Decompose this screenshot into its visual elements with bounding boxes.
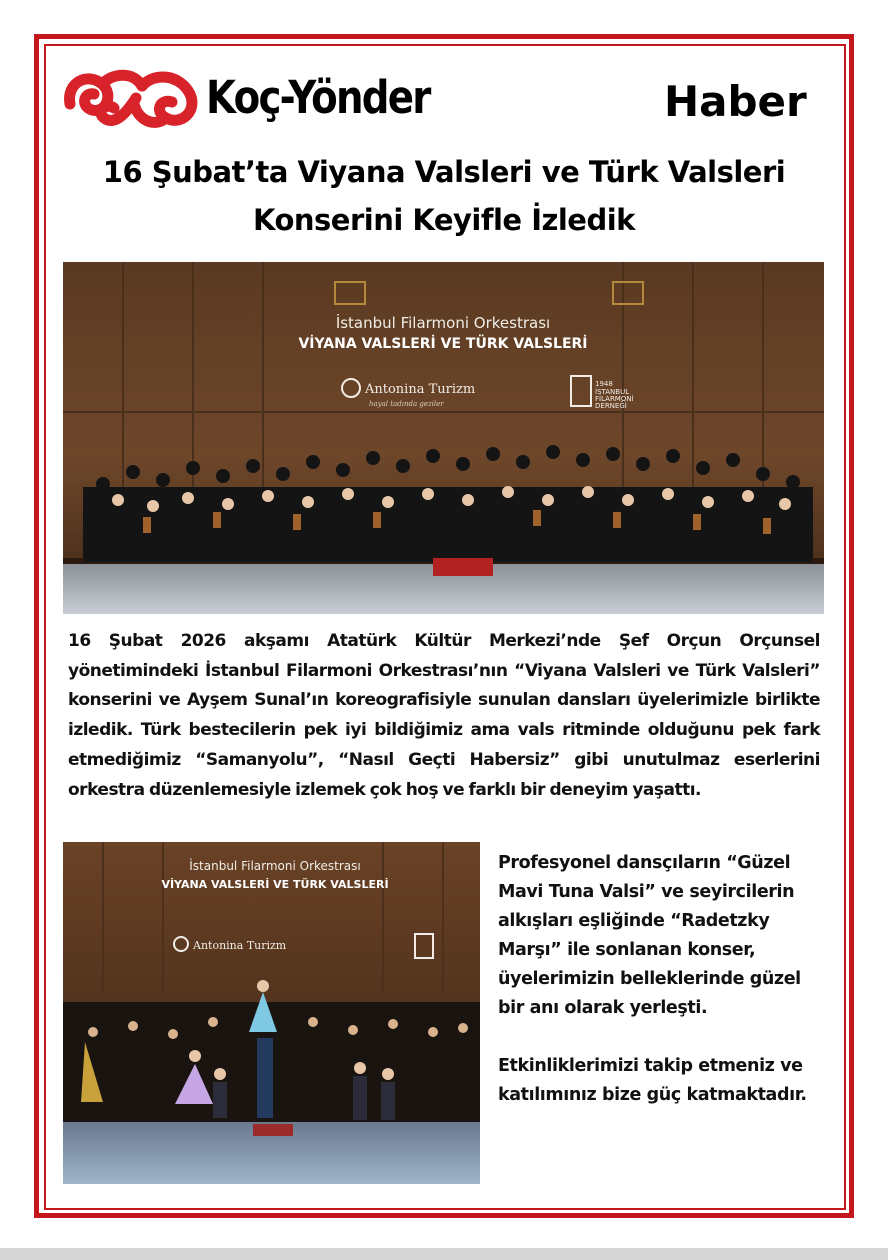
article-side-text: [498, 849, 828, 1110]
article-title-line1: 16 Şubat’ta Viyana Valsleri ve Türk Valsleri: [102, 155, 786, 189]
koc-yonder-logo-icon: [62, 64, 202, 132]
backdrop2-concert-name: VİYANA VALSLERİ VE TÜRK VALSLERİ: [161, 878, 389, 891]
backdrop2-orchestra-name: İstanbul Filarmoni Orkestrası: [189, 859, 361, 873]
side-paragraph-2: Etkinliklerimizi takip etmeniz ve katılımınız bize güç katmaktadır.: [498, 1056, 807, 1105]
section-label: Haber: [664, 77, 807, 126]
backdrop-association-line2: FİLARMONİ: [595, 395, 634, 403]
backdrop-sponsor: Antonina Turizm: [365, 382, 476, 397]
side-paragraph-1: Profesyonel dansçıların “Güzel Mavi Tuna Valsi” ve seyircilerin alkışları eşliğinde “Radetzky Marşı” ile sonlanan konser, üyelerimizin belleklerinde güzel bir anı olarak yerleşti.: [498, 853, 801, 1018]
orchestra-photo: [63, 262, 824, 614]
backdrop-concert-name: VİYANA VALSLERİ VE TÜRK VALSLERİ: [298, 336, 588, 352]
backdrop-association-line1: İSTANBUL: [595, 388, 630, 396]
backdrop-orchestra-name: İstanbul Filarmoni Orkestrası: [335, 314, 551, 332]
page-bottom-strip: [0, 1248, 888, 1260]
backdrop-association-year: 1948: [595, 380, 613, 388]
article-title-line2: Konserini Keyifle İzledik: [253, 203, 635, 237]
article-body: 16 Şubat 2026 akşamı Atatürk Kültür Merkezi’nde Şef Orçun Orçunsel yönetimindeki İstanbul Filarmoni Orkestrası’nın “Viyana Valsleri ve Türk Valsleri” konserini ve Ayşem Sunal’ın koreografisiyle sunulan dansları üyelerimizle birlikte izledik. Türk bestecilerin pek iyi bildiğimiz ama vals ritminde olduğunu pek fark etmediğimiz “Samanyolu”, “Nasıl Geçti Habersiz” gibi unutulmaz eserlerini orkestra düzenlemesiyle izlemek çok hoş ve farklı bir deneyim yaşattı.: [68, 631, 820, 800]
backdrop2-sponsor: Antonina Turizm: [193, 939, 287, 952]
backdrop-sponsor-tagline: hayal tadında geziler: [369, 400, 444, 408]
article-title: [64, 148, 824, 244]
backdrop-association-line3: DERNEĞİ: [595, 402, 627, 410]
dancers-photo: [63, 842, 480, 1184]
brand-name: Koç-Yönder: [206, 71, 430, 124]
